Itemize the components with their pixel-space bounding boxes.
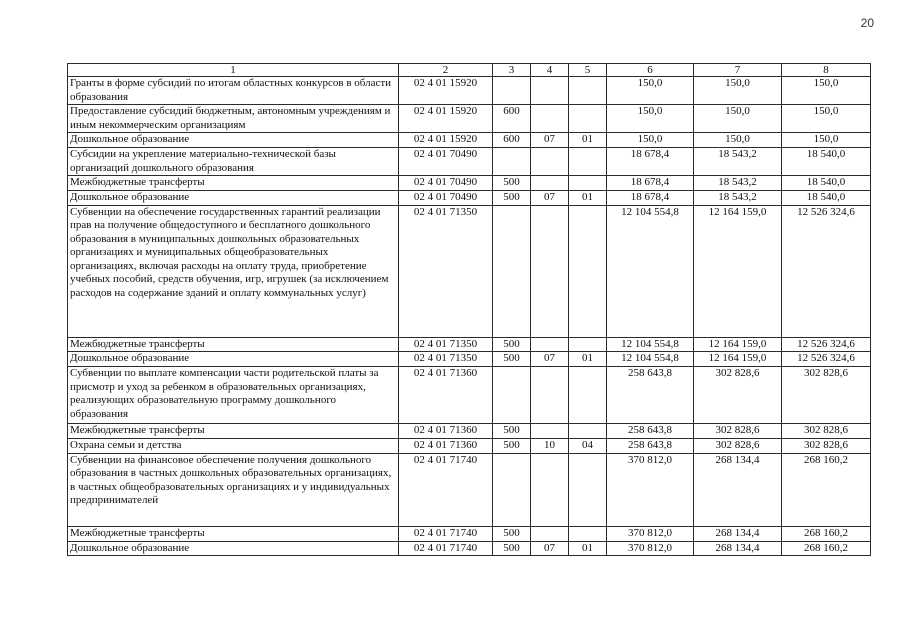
target-code-cell: 02 4 01 70490 (399, 176, 493, 191)
amount-col8-cell: 268 160,2 (782, 526, 871, 541)
item-name-cell: Межбюджетные трансферты (68, 424, 399, 439)
amount-col8-cell: 18 540,0 (782, 148, 871, 176)
target-code-cell: 02 4 01 71360 (399, 439, 493, 454)
section-cell (531, 105, 569, 133)
section-cell: 10 (531, 439, 569, 454)
item-name-cell: Межбюджетные трансферты (68, 337, 399, 352)
amount-col7-cell: 18 543,2 (694, 176, 782, 191)
amount-col8-cell: 12 526 324,6 (782, 352, 871, 367)
subsection-cell (569, 526, 607, 541)
section-cell: 07 (531, 191, 569, 206)
expense-type-cell: 500 (493, 176, 531, 191)
target-code-cell: 02 4 01 71350 (399, 205, 493, 337)
subsection-cell: 01 (569, 133, 607, 148)
target-code-cell: 02 4 01 71740 (399, 526, 493, 541)
table-row (68, 439, 871, 454)
target-code-cell: 02 4 01 71360 (399, 367, 493, 424)
subsection-cell: 01 (569, 541, 607, 556)
table-row (68, 133, 871, 148)
expense-type-cell (493, 77, 531, 105)
amount-col6-cell: 258 643,8 (607, 367, 694, 424)
budget-table (67, 63, 871, 556)
amount-col7-cell: 302 828,6 (694, 439, 782, 454)
subsection-cell (569, 205, 607, 337)
section-cell (531, 526, 569, 541)
header-row (68, 64, 871, 77)
header-cell-2: 2 (399, 64, 493, 77)
expense-type-cell (493, 453, 531, 526)
target-code-cell: 02 4 01 15920 (399, 133, 493, 148)
subsection-cell (569, 453, 607, 526)
page-number: 20 (860, 16, 874, 30)
amount-col7-cell: 150,0 (694, 133, 782, 148)
header-cell-7: 7 (694, 64, 782, 77)
section-cell (531, 367, 569, 424)
item-name-cell: Дошкольное образование (68, 191, 399, 206)
amount-col8-cell: 150,0 (782, 105, 871, 133)
section-cell (531, 424, 569, 439)
section-cell (531, 337, 569, 352)
expense-type-cell (493, 367, 531, 424)
amount-col6-cell: 18 678,4 (607, 148, 694, 176)
item-name-cell: Межбюджетные трансферты (68, 176, 399, 191)
target-code-cell: 02 4 01 70490 (399, 191, 493, 206)
item-name-cell: Межбюджетные трансферты (68, 526, 399, 541)
item-name-cell: Субвенции на финансовое обеспечение получения дошкольного образования в частных дошкольных образовательных организациях, в частных общеобразовательных организациях и у индивидуальных предпринимателей (68, 453, 399, 526)
expense-type-cell: 500 (493, 526, 531, 541)
table-row (68, 424, 871, 439)
item-name-cell: Дошкольное образование (68, 541, 399, 556)
table-row (68, 77, 871, 105)
header-cell-1: 1 (68, 64, 399, 77)
subsection-cell (569, 105, 607, 133)
section-cell (531, 148, 569, 176)
table-row (68, 148, 871, 176)
item-name-cell: Дошкольное образование (68, 133, 399, 148)
item-name-cell: Дошкольное образование (68, 352, 399, 367)
table-row (68, 105, 871, 133)
section-cell: 07 (531, 133, 569, 148)
expense-type-cell: 500 (493, 424, 531, 439)
target-code-cell: 02 4 01 71740 (399, 453, 493, 526)
amount-col6-cell: 12 104 554,8 (607, 205, 694, 337)
item-name-cell: Охрана семьи и детства (68, 439, 399, 454)
header-cell-3: 3 (493, 64, 531, 77)
amount-col7-cell: 12 164 159,0 (694, 337, 782, 352)
target-code-cell: 02 4 01 71350 (399, 352, 493, 367)
subsection-cell (569, 424, 607, 439)
expense-type-cell: 500 (493, 352, 531, 367)
amount-col8-cell: 18 540,0 (782, 191, 871, 206)
amount-col6-cell: 12 104 554,8 (607, 337, 694, 352)
subsection-cell: 01 (569, 352, 607, 367)
amount-col6-cell: 370 812,0 (607, 453, 694, 526)
amount-col7-cell: 18 543,2 (694, 191, 782, 206)
amount-col7-cell: 12 164 159,0 (694, 205, 782, 337)
table-row (68, 367, 871, 424)
amount-col6-cell: 370 812,0 (607, 526, 694, 541)
table-row (68, 453, 871, 526)
section-cell (531, 453, 569, 526)
subsection-cell (569, 148, 607, 176)
table-row (68, 176, 871, 191)
target-code-cell: 02 4 01 71360 (399, 424, 493, 439)
amount-col7-cell: 268 134,4 (694, 526, 782, 541)
target-code-cell: 02 4 01 15920 (399, 105, 493, 133)
item-name-cell: Субсидии на укрепление материально-технической базы организаций дошкольного образования (68, 148, 399, 176)
target-code-cell: 02 4 01 15920 (399, 77, 493, 105)
amount-col8-cell: 302 828,6 (782, 424, 871, 439)
amount-col8-cell: 268 160,2 (782, 541, 871, 556)
expense-type-cell: 500 (493, 541, 531, 556)
item-name-cell: Субвенции на обеспечение государственных гарантий реализации прав на получение общедоступного и бесплатного дошкольного образования в муниципальных дошкольных образовательных организациях и муниципальных общеобразовательных организациях, включая расходы на оплату труда, приобретение учебных пособий, средств обучения, игр, игрушек (за исключением расходов на содержание зданий и оплату коммунальных услуг) (68, 205, 399, 337)
table-row (68, 526, 871, 541)
item-name-cell: Гранты в форме субсидий по итогам областных конкурсов в области образования (68, 77, 399, 105)
amount-col8-cell: 18 540,0 (782, 176, 871, 191)
header-cell-4: 4 (531, 64, 569, 77)
amount-col8-cell: 12 526 324,6 (782, 205, 871, 337)
amount-col7-cell: 268 134,4 (694, 453, 782, 526)
table-row (68, 191, 871, 206)
amount-col6-cell: 18 678,4 (607, 176, 694, 191)
item-name-cell: Субвенции по выплате компенсации части родительской платы за присмотр и уход за ребенком в образовательных организациях, реализующих образовательную программу дошкольного образования (68, 367, 399, 424)
table-row (68, 337, 871, 352)
amount-col8-cell: 302 828,6 (782, 439, 871, 454)
target-code-cell: 02 4 01 70490 (399, 148, 493, 176)
amount-col6-cell: 150,0 (607, 105, 694, 133)
amount-col7-cell: 18 543,2 (694, 148, 782, 176)
amount-col8-cell: 150,0 (782, 77, 871, 105)
amount-col7-cell: 12 164 159,0 (694, 352, 782, 367)
expense-type-cell (493, 205, 531, 337)
section-cell: 07 (531, 541, 569, 556)
subsection-cell (569, 176, 607, 191)
subsection-cell: 01 (569, 191, 607, 206)
amount-col8-cell: 150,0 (782, 133, 871, 148)
target-code-cell: 02 4 01 71350 (399, 337, 493, 352)
section-cell: 07 (531, 352, 569, 367)
amount-col7-cell: 150,0 (694, 77, 782, 105)
amount-col7-cell: 302 828,6 (694, 424, 782, 439)
amount-col8-cell: 302 828,6 (782, 367, 871, 424)
table-row (68, 541, 871, 556)
amount-col8-cell: 268 160,2 (782, 453, 871, 526)
target-code-cell: 02 4 01 71740 (399, 541, 493, 556)
section-cell (531, 205, 569, 337)
section-cell (531, 176, 569, 191)
amount-col6-cell: 150,0 (607, 133, 694, 148)
table-row (68, 205, 871, 337)
header-cell-8: 8 (782, 64, 871, 77)
amount-col6-cell: 12 104 554,8 (607, 352, 694, 367)
header-cell-5: 5 (569, 64, 607, 77)
expense-type-cell: 600 (493, 105, 531, 133)
table-row (68, 352, 871, 367)
amount-col6-cell: 258 643,8 (607, 424, 694, 439)
subsection-cell (569, 367, 607, 424)
expense-type-cell: 500 (493, 191, 531, 206)
amount-col7-cell: 150,0 (694, 105, 782, 133)
expense-type-cell: 600 (493, 133, 531, 148)
subsection-cell (569, 77, 607, 105)
subsection-cell: 04 (569, 439, 607, 454)
expense-type-cell: 500 (493, 337, 531, 352)
expense-type-cell (493, 148, 531, 176)
table-body (68, 77, 871, 556)
amount-col6-cell: 370 812,0 (607, 541, 694, 556)
amount-col7-cell: 268 134,4 (694, 541, 782, 556)
header-cell-6: 6 (607, 64, 694, 77)
amount-col6-cell: 150,0 (607, 77, 694, 105)
item-name-cell: Предоставление субсидий бюджетным, автономным учреждениям и иным некоммерческим организациям (68, 105, 399, 133)
subsection-cell (569, 337, 607, 352)
amount-col6-cell: 258 643,8 (607, 439, 694, 454)
amount-col7-cell: 302 828,6 (694, 367, 782, 424)
amount-col6-cell: 18 678,4 (607, 191, 694, 206)
expense-type-cell: 500 (493, 439, 531, 454)
amount-col8-cell: 12 526 324,6 (782, 337, 871, 352)
section-cell (531, 77, 569, 105)
